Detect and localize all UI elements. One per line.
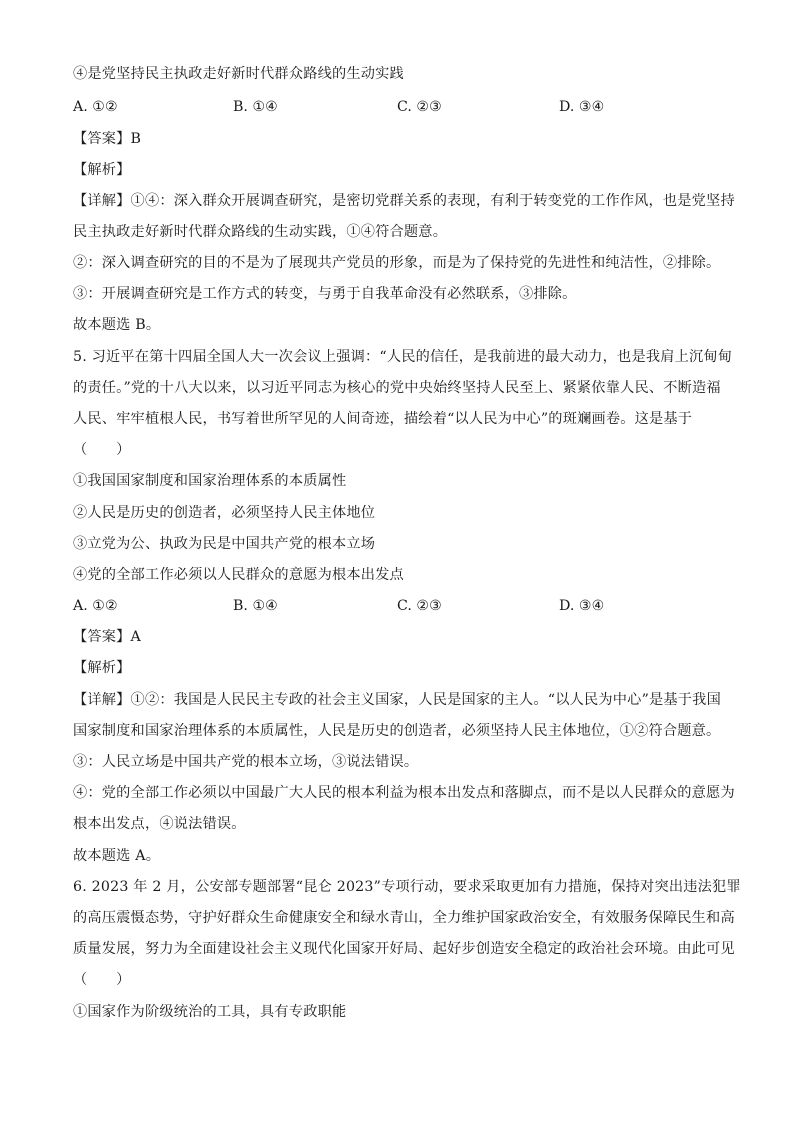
q4-analysis-label: 解析 — [87, 162, 117, 178]
q5-statement-1: ①我国国家制度和国家治理体系的本质属性 — [73, 473, 347, 489]
q5-option-c: C. ②③ — [397, 598, 442, 614]
q5-option-b: B. ①④ — [233, 598, 278, 614]
q4-analysis-heading: 【解析】 — [73, 162, 131, 178]
q5-detail-line-3: ③：人民立场是中国共产党的根本立场，③说法错误。 — [73, 754, 419, 770]
q5-detail-line-2: 国家制度和国家治理体系的本质属性，人民是历史的创造者，必须坚持人民主体地位，①②符合题意。 — [73, 723, 721, 739]
q5-stem-line-1: 5. 习近平在第十四届全国人大一次会议上强调：“人民的信任，是我前进的最大动力，也是我肩上沉甸甸 — [73, 349, 733, 365]
q6-stem-line-3: 质量发展，努力为全面建设社会主义现代化国家开好局、起好步创造安全稳定的政治社会环境。由此可见 — [73, 941, 735, 957]
q5-analysis-heading: 【解析】 — [73, 660, 131, 676]
q5-option-a: A. ①② — [73, 598, 118, 614]
q4-option-c: C. ②③ — [397, 99, 442, 115]
q4-detail-line-4: ③：开展调查研究是工作方式的转变，与勇于自我革命没有必然联系，③排除。 — [73, 286, 577, 302]
q5-analysis-label: 解析 — [87, 660, 117, 676]
q4-option-a: A. ①② — [73, 99, 118, 115]
q5-stem-line-2: 的责任。”党的十八大以来，以习近平同志为核心的党中央始终坚持人民至上、紧紧依靠人民、不断造福 — [73, 380, 721, 396]
q5-detail-line-5: 根本出发点，④说法错误。 — [73, 816, 246, 832]
q4-option-b: B. ①④ — [233, 99, 278, 115]
q5-stem-line-3: 人民、牢牢植根人民，书写着世所罕见的人间奇迹，描绘着“以人民为中心”的斑斓画卷。这是基于 — [73, 411, 693, 427]
q5-statement-4: ④党的全部工作必须以人民群众的意愿为根本出发点 — [73, 567, 404, 583]
q5-detail-line-1: 【详解】①②：我国是人民民主专政的社会主义国家，人民是国家的主人。“以人民为中心”是基于我国 — [73, 692, 721, 708]
q4-statement-4: ④是党坚持民主执政走好新时代群众路线的生动实践 — [73, 66, 404, 82]
q4-conclusion: 故本题选 B。 — [73, 317, 161, 333]
q5-detail-line-4: ④：党的全部工作必须以中国最广大人民的根本利益为根本出发点和落脚点，而不是以人民群众的意愿为 — [73, 785, 735, 801]
q5-statement-2: ②人民是历史的创造者，必须坚持人民主体地位 — [73, 505, 376, 521]
q4-option-d: D. ③④ — [559, 99, 605, 115]
q4-answer: 【答案】B — [73, 131, 142, 147]
q4-detail-line-2: 民主执政走好新时代群众路线的生动实践，①④符合题意。 — [73, 224, 448, 240]
q5-option-d: D. ③④ — [559, 598, 605, 614]
q6-stem-line-1: 6. 2023 年 2 月，公安部专题部署“昆仑 2023”专项行动，要求采取更加有力措施，保持对突出违法犯罪 — [73, 879, 741, 895]
q5-statement-3: ③立党为公、执政为民是中国共产党的根本立场 — [73, 536, 376, 552]
q5-answer: 【答案】A — [73, 629, 141, 645]
q5-blank: （ ） — [73, 442, 131, 458]
q4-detail-line-3: ②：深入调查研究的目的不是为了展现共产党员的形象，而是为了保持党的先进性和纯洁性，②排除。 — [73, 255, 721, 271]
q6-stem-line-2: 的高压震慑态势，守护好群众生命健康安全和绿水青山，全力维护国家政治安全，有效服务保障民生和高 — [73, 910, 735, 926]
q5-conclusion: 故本题选 A。 — [73, 848, 161, 864]
q6-statement-1: ①国家作为阶级统治的工具，具有专政职能 — [73, 1004, 347, 1020]
q6-blank: （ ） — [73, 972, 131, 988]
q4-detail-line-1: 【详解】①④：深入群众开展调查研究，是密切党群关系的表现，有利于转变党的工作作风，也是党坚持 — [73, 193, 735, 209]
